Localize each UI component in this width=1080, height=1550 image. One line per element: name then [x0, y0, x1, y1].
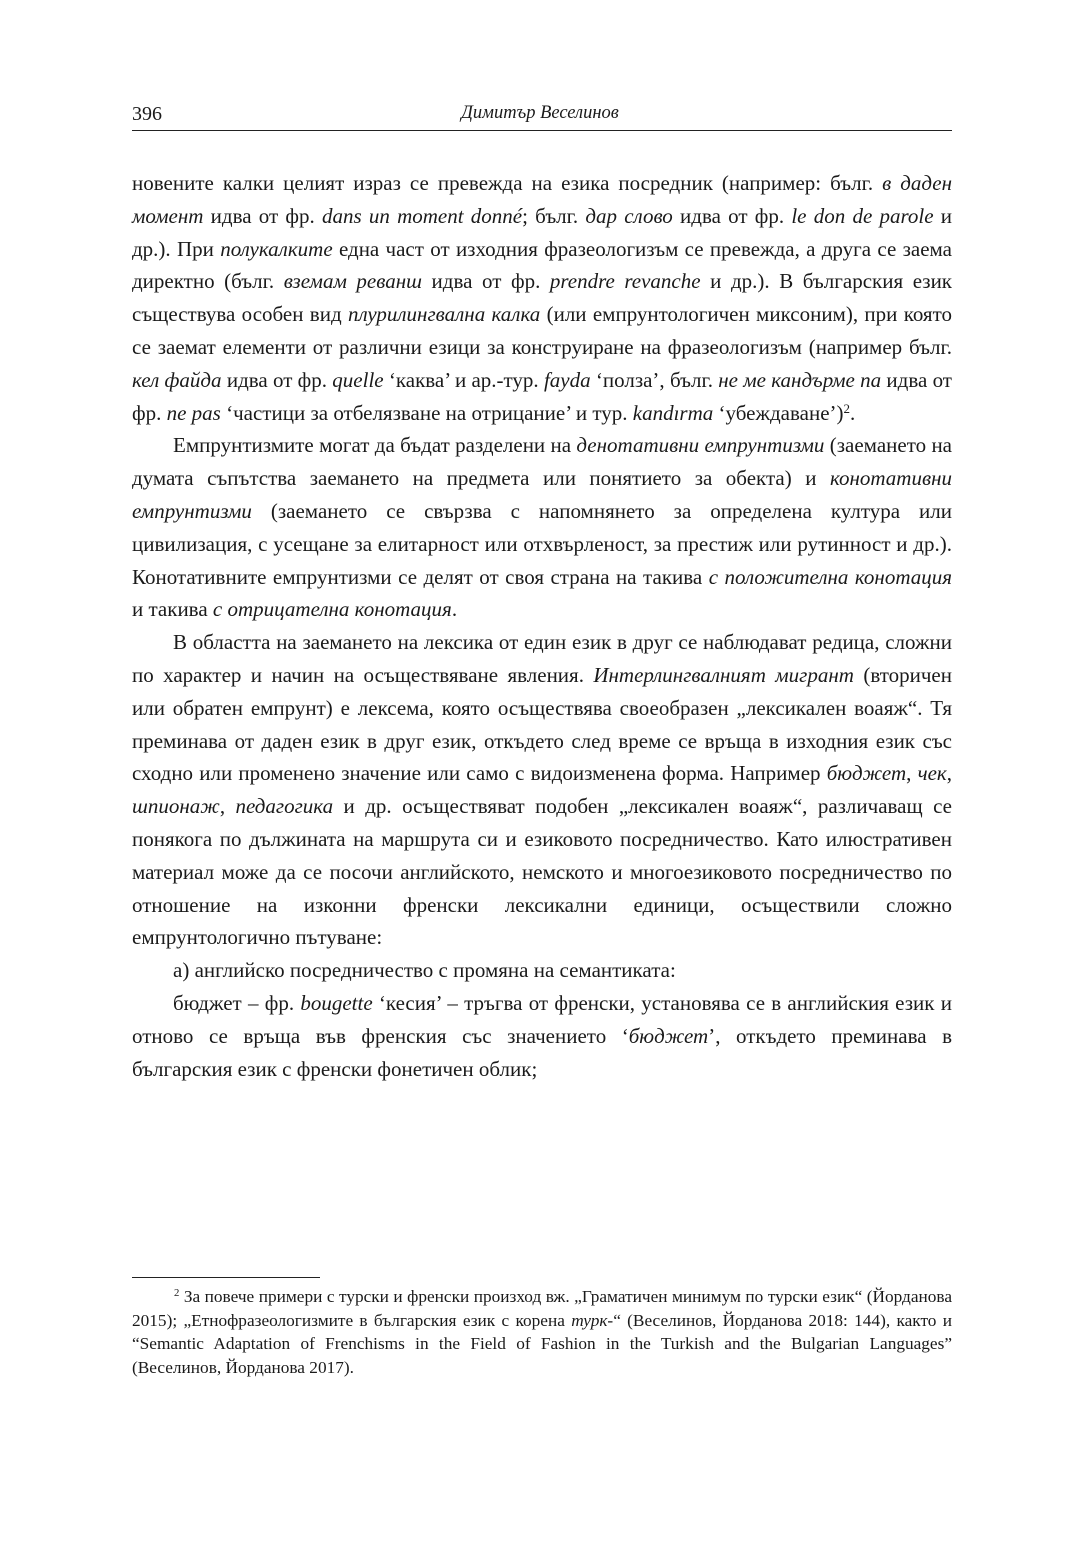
text-run: (вторичен или обратен емпрунт) е лексема, която осъществява своеобразен „лексикален воаяж“. Тя преминава от даден език в друг език, откъдето след време се връща в изходния език със сходно или променено значение или само с видоизменена форма. Например [132, 662, 952, 786]
text-run: идва от фр. [421, 269, 550, 294]
text-run: бюджет – фр. [173, 990, 301, 1015]
italic-term: ne pas [166, 400, 221, 425]
text-run: ; бълг. [522, 203, 586, 228]
italic-term: в даден момент [132, 171, 953, 228]
text-run: . [850, 400, 856, 425]
footnote-marker: 2 [174, 1287, 180, 1300]
italic-term: le don de parole [791, 203, 934, 228]
italic-term: полукалките [220, 236, 333, 261]
text-run: и такива [132, 597, 213, 622]
text-run: , [219, 794, 236, 819]
paragraph [132, 167, 952, 429]
italic-term: с отрицателна конотация [212, 597, 452, 622]
italic-term: kandırma [632, 400, 714, 425]
italic-term: fayda [543, 367, 591, 392]
text-run: а) английско посредничество с промяна на семантиката: [173, 958, 676, 983]
text-run: . [451, 597, 458, 622]
text-run: идва от фр. [203, 203, 322, 228]
text-run: и др.). В българския език съществува особен вид [132, 269, 953, 327]
italic-term: педагогика [235, 794, 334, 819]
text-run: В областта на заемането на лексика от един език в друг се наблюдават редица, сложни по характер и начин на осъществяване явления. [132, 630, 952, 687]
text-run: идва от фр. [672, 203, 792, 228]
italic-term: не ме кандърме па [718, 367, 882, 392]
main-text [132, 167, 952, 1085]
italic-term: кел файда [132, 367, 222, 392]
italic-term: bougette [300, 990, 373, 1015]
paragraph [132, 954, 952, 987]
italic-term: плурилингвална калка [347, 302, 541, 327]
text-run: и др.). При [132, 203, 953, 261]
text-run: ’, откъдето преминава в българския език с френски фонетичен облик; [132, 1023, 952, 1081]
text-run: новените калки целият израз се превежда на езика посредник (например: бълг. [132, 171, 883, 195]
italic-term: дар слово [585, 203, 673, 228]
footnote-rule [132, 1277, 320, 1278]
italic-term: денотативни емпрунтизми [576, 433, 825, 458]
italic-term: prendre revanche [549, 269, 701, 294]
footnote-marker: 2 [843, 400, 851, 416]
text-run: идва от фр. [132, 367, 952, 425]
text-run: идва от фр. [221, 367, 333, 392]
text-run: , [946, 761, 952, 786]
italic-term: конотативни емпрунтизми [132, 466, 952, 523]
text-run: (или емпрунтологичен миксоним), при която се заемат елементи от различни езици за конструиране на фразеологизъм (например бълг. [132, 302, 952, 359]
italic-term: чек [917, 761, 947, 786]
paragraph [132, 987, 952, 1085]
text-run: ‘убеждаване’) [713, 400, 844, 425]
text-run: ‘полза’, бълг. [590, 367, 719, 392]
text-run: (заемането на думата съпътства заемането на предмета или понятието за обекта) и [132, 433, 953, 491]
text-run: (заемането се свързва с напомнянето за определена култура или цивилизация, с усещане за елитарност или отхвърленост, за престиж или рутинност и др.). Конотативните емпрунтизми се делят от своя страна на такива [132, 498, 952, 589]
text-run: ‘частици за отбелязване на отрицание’ и тур. [220, 400, 633, 425]
paragraph [132, 429, 952, 626]
italic-term: бюджет [826, 761, 907, 786]
text-run: “ (Веселинов, Йорданова 2018: 144), както и “Semantic Adaptation of Frenchisms in the Field of Fashion in the Turkish and the Bulgarian Languages” (Веселинов, Йорданова 2017). [132, 1310, 952, 1378]
italic-term: с положителна конотация [708, 564, 952, 589]
paragraph [132, 626, 952, 954]
italic-term: Интерлингвалният мигрант [593, 662, 854, 687]
text-run: За повече примери с турски и френски произход вж. „Граматичен минимум по турски език“ (Йорданова 2015); „Етнофразеологизмите в българския език с корена [132, 1287, 952, 1330]
italic-term: quelle [332, 367, 384, 392]
text-run: и др. осъществяват подобен „лексикален воаяж“, различаващ се понякога по дължината на маршрута си и езиковото посредничество. Като илюстративен материал може да се посочи английското, немското и многоезиковото посредничество по отношение на изконни френски лексикални единици, осъществили сложно емпрунтологично пътуване: [132, 794, 952, 950]
text-run: ‘кесия’ – тръгва от френски, установява се в английския език и отново се връща във френския със значението ‘ [132, 990, 952, 1048]
text-run: ‘каква’ и ар.-тур. [383, 367, 544, 392]
italic-term: турк- [571, 1310, 614, 1330]
italic-term: шпионаж [132, 794, 220, 819]
italic-term: вземам реванш [283, 269, 422, 294]
header-rule [132, 130, 952, 131]
italic-term: бюджет [628, 1023, 709, 1048]
text-run: една част от изходния фразеологизъм се превежда, а друга се заема директно (бълг. [132, 236, 953, 294]
italic-term: dans un moment donné [321, 203, 523, 228]
text-run: , [906, 761, 918, 786]
text-run: Емпрунтизмите могат да бъдат разделени на [173, 433, 577, 458]
page-number: 396 [132, 103, 162, 125]
footnote [132, 1285, 952, 1380]
running-title: Димитър Веселинов [461, 103, 619, 123]
